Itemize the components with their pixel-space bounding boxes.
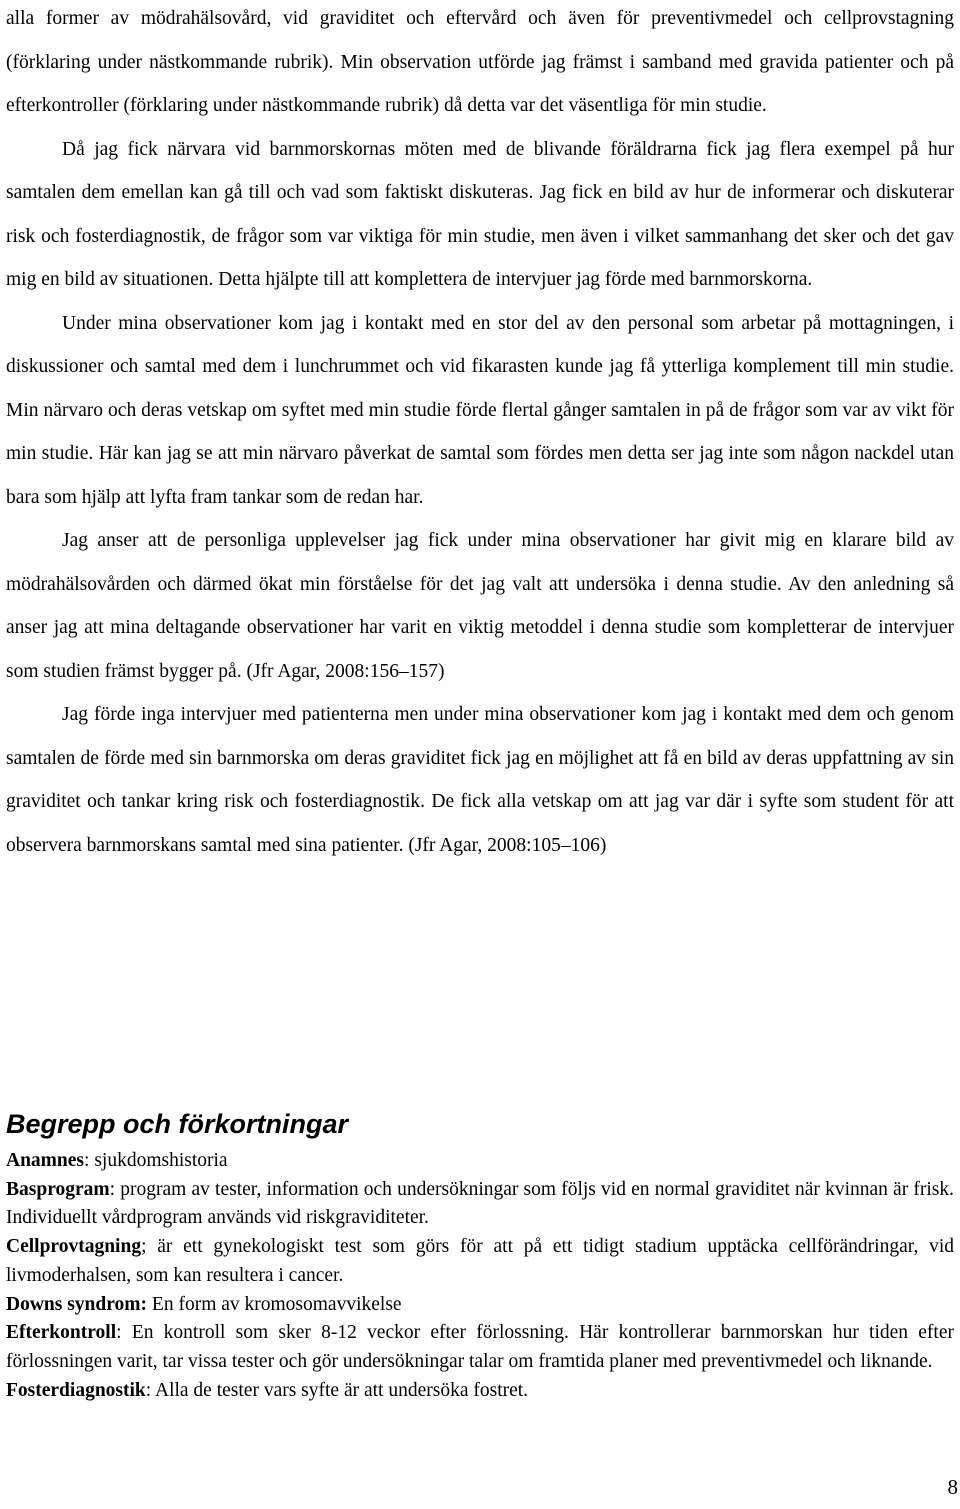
definition-item <box>6 1147 954 1176</box>
definition-text: En form av kromosomavvikelse <box>151 1293 402 1315</box>
definition-separator: : <box>145 1379 155 1401</box>
definition-term: Downs syndrom: <box>6 1293 148 1315</box>
definition-text: En kontroll som sker 8-12 veckor efter förlossning. Här kontrollerar barnmorskan hur tiden efter förlossningen varit, tar vissa tester och gör undersökningar talar om framtida planer med preventivmedel och liknande. <box>6 1322 954 1372</box>
definition-text: är ett gynekologiskt test som görs för att på ett tidigt stadium upptäcka cellförändringar, vid livmoderhalsen, som kan resultera i cancer. <box>6 1236 954 1286</box>
definition-separator: : <box>109 1178 121 1200</box>
definition-item <box>6 1319 954 1376</box>
definition-text: Alla de tester vars syfte är att undersöka fostret. <box>154 1379 529 1401</box>
body-paragraph: Jag förde inga intervjuer med patienterna men under mina observationer kom jag i kontakt med dem och genom samtalen de förde med sin barnmorska om deras graviditet fick jag en möjlighet att få en bild av deras uppfattning av sin graviditet och tankar kring risk och fosterdiagnostik. De fick alla vetskap om att jag var där i syfte som student för att observera barnmorskans samtal med sina patienter. (Jfr Agar, 2008:105–106) <box>6 704 954 856</box>
definition-term: Efterkontroll <box>6 1322 117 1344</box>
body-paragraph: Jag anser att de personliga upplevelser jag fick under mina observationer har givit mig en klarare bild av mödrahälsovården och därmed ökat min förståelse för det jag valt att undersöka i denna studie. Av den anledning så anser jag att mina deltagande observationer har varit en viktig metoddel i denna studie som kompletterar de intervjuer som studien främst bygger på. (Jfr Agar, 2008:156–157) <box>6 530 954 682</box>
body-paragraph: Då jag fick närvara vid barnmorskornas möten med de blivande föräldrarna fick jag flera exempel på hur samtalen dem emellan kan gå till och vad som faktiskt diskuteras. Jag fick en bild av hur de informerar och diskuterar risk och fosterdiagnostik, de frågor som var viktiga för min studie, men även i vilket sammanhang det sker och det gav mig en bild av situationen. Detta hjälpte till att komplettera de intervjuer jag förde med barnmorskorna. <box>6 138 954 290</box>
definition-separator: : <box>116 1322 132 1344</box>
definition-term: Fosterdiagnostik <box>6 1379 146 1401</box>
definition-separator: ; <box>141 1236 158 1258</box>
body-paragraph: Under mina observationer kom jag i kontakt med en stor del av den personal som arbetar på mottagningen, i diskussioner och samtal med dem i lunchrummet och vid fikarasten kunde jag få ytterliga komplement till min studie. Min närvaro och deras vetskap om syftet med min studie förde flertal gånger samtalen in på de frågor som var av vikt för min studie. Här kan jag se att min närvaro påverkat de samtal som fördes men detta ser jag inte som någon nackdel utan bara som hjälp att lyfta fram tankar som de redan har. <box>6 312 954 508</box>
definition-separator: : <box>84 1150 95 1171</box>
definitions-list <box>6 1147 954 1405</box>
definition-text: sjukdomshistoria <box>94 1150 228 1171</box>
definition-item <box>6 1377 954 1406</box>
definition-text: program av tester, information och undersökningar som följs vid en normal graviditet när kvinnan är frisk. Individuellt vårdprogram används vid riskgraviditeter. <box>6 1178 954 1229</box>
document-page <box>6 0 954 1401</box>
definition-term: Cellprovtagning <box>6 1236 142 1258</box>
body-paragraph: alla former av mödrahälsovård, vid graviditet och eftervård och även för preventivmedel och cellprovstagning (förklaring under nästkommande rubrik). Min observation utförde jag främst i samband med gravida patienter och på efterkontroller (förklaring under nästkommande rubrik) då detta var det väsentliga för min studie. <box>6 8 954 116</box>
definition-item <box>6 1176 954 1233</box>
page-number: 8 <box>947 1475 958 1499</box>
definition-term: Basprogram <box>6 1178 110 1200</box>
definition-term: Anamnes <box>6 1150 85 1171</box>
section-heading: Begrepp och förkortningar <box>6 1109 349 1139</box>
definition-item <box>6 1291 954 1320</box>
definition-item <box>6 1233 954 1290</box>
